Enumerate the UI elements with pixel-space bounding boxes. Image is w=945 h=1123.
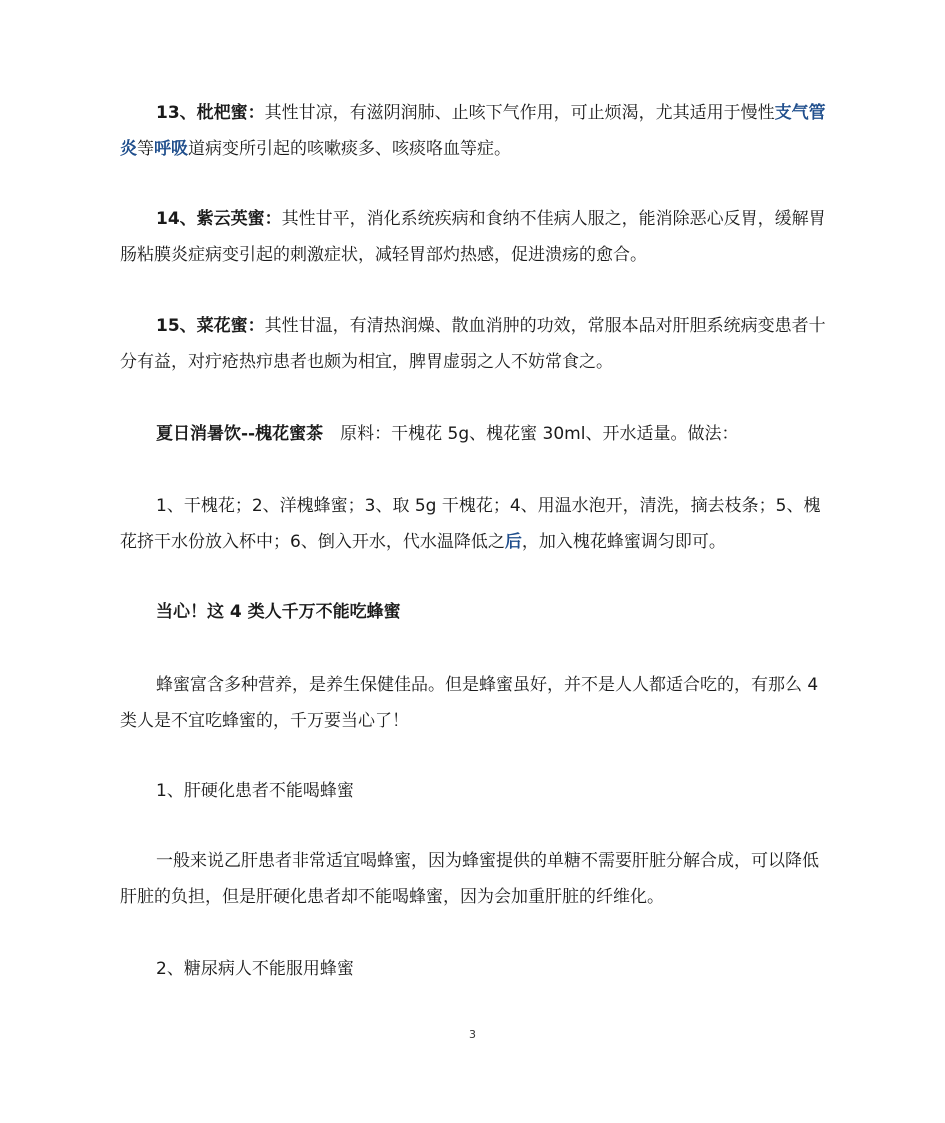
astragalus-honey-heading: 14、紫云英蜜：: [156, 209, 282, 229]
steps-text-2: ，加入槐花蜂蜜调匀即可。: [521, 532, 726, 552]
loquat-honey-text-3: 道病变所引起的咳嗽痰多、咳痰咯血等症。: [188, 139, 511, 159]
loquat-honey-text-2: 等: [137, 139, 154, 159]
bronchitis-link[interactable]: 支气管炎: [120, 103, 826, 159]
steps-text-1: 1、干槐花；2、洋槐蜂蜜；3、取 5g 干槐花；4、用温水泡开，清洗，摘去枝条；5、槐花挤干水份放入杯中；6、倒入开水，代水温降低之: [120, 496, 821, 552]
rape-flower-honey-heading: 15、菜花蜜：: [156, 316, 265, 336]
item-1-title: 1、肝硬化患者不能喝蜂蜜: [156, 781, 354, 801]
paragraph-recipe: [120, 416, 830, 452]
respiratory-link[interactable]: 呼吸: [154, 139, 188, 159]
item-2-title: 2、糖尿病人不能服用蜂蜜: [156, 959, 354, 979]
paragraph-item-1: 一般来说乙肝患者非常适宜喝蜂蜜，因为蜂蜜提供的单糖不需要肝脏分解合成，可以降低肝脏的负担，但是肝硬化患者却不能喝蜂蜜，因为会加重肝脏的纤维化。: [120, 851, 819, 907]
paragraph-intro: 蜂蜜富含多种营养，是养生保健佳品。但是蜂蜜虽好，并不是人人都适合吃的，有那么 4 类人是不宜吃蜂蜜的，千万要当心了！: [120, 675, 819, 731]
paragraph-loquat-honey: [120, 95, 830, 167]
warning-heading: 当心！这 4 类人千万不能吃蜂蜜: [156, 602, 401, 622]
paragraph-steps: [120, 488, 830, 560]
paragraph-rape-flower-honey: [120, 308, 830, 380]
paragraph-astragalus-honey: [120, 201, 830, 273]
astragalus-honey-text: 其性甘平，消化系统疾病和食纳不佳病人服之，能消除恶心反胃，缓解胃肠粘膜炎症病变引起的刺激症状，减轻胃部灼热感，促进溃疡的愈合。: [120, 209, 826, 265]
page-number: 3: [469, 1028, 476, 1041]
after-link[interactable]: 后: [504, 532, 522, 552]
loquat-honey-heading: 13、枇杷蜜：: [156, 103, 265, 123]
recipe-heading: 夏日消暑饮--槐花蜜茶: [156, 424, 324, 444]
rape-flower-honey-text: 其性甘温，有清热润燥、散血消肿的功效，常服本品对肝胆系统病变患者十分有益，对疔疮热疖患者也颇为相宜，脾胃虚弱之人不妨常食之。: [120, 316, 826, 372]
recipe-ingredients: 原料：干槐花 5g、槐花蜜 30ml、开水适量。做法：: [323, 424, 739, 444]
loquat-honey-text-1: 其性甘凉，有滋阴润肺、止咳下气作用，可止烦渴，尤其适用于慢性: [264, 103, 775, 123]
